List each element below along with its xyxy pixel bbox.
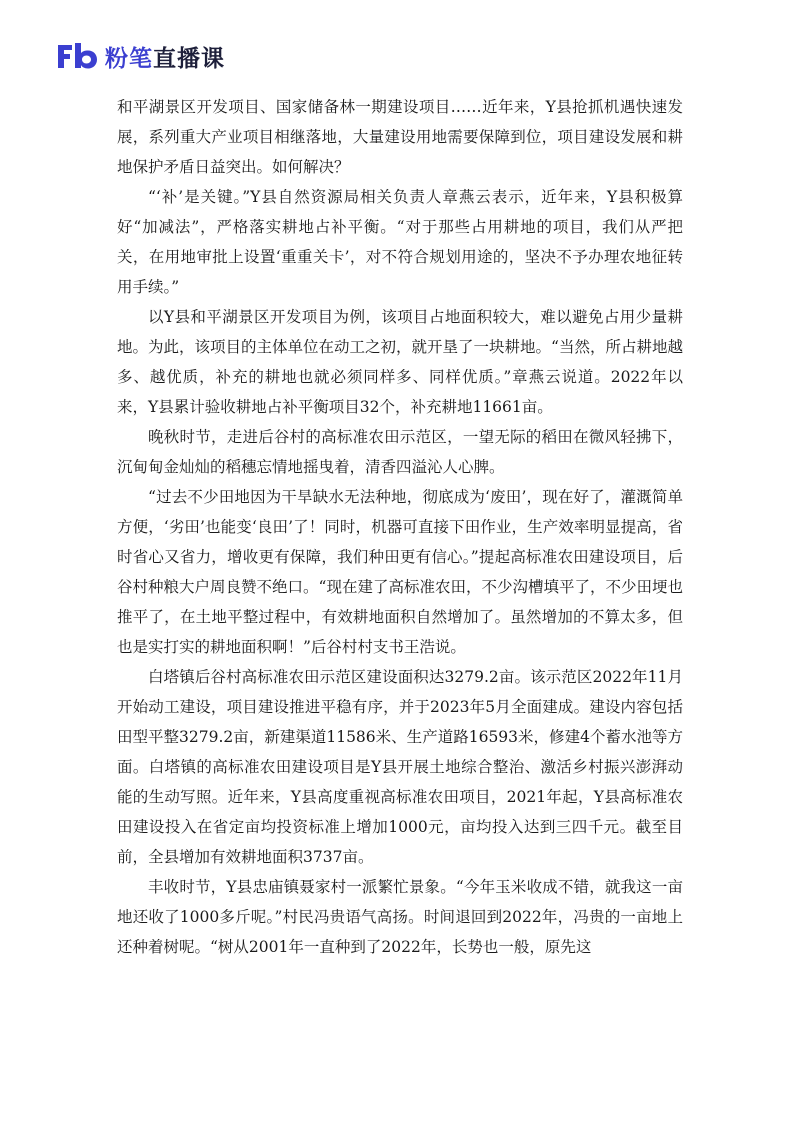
paragraph: 和平湖景区开发项目、国家储备林一期建设项目……近年来，Y县抢抓机遇快速发展，系列重大产业项目相继落地，大量建设用地需要保障到位，项目建设发展和耕地保护矛盾日益突出。如何解决？	[117, 98, 683, 176]
fenbi-logo-icon	[55, 41, 99, 71]
paragraph: “‘补’是关键。”Y县自然资源局相关负责人章燕云表示，近年来，Y县积极算好“加减法”，严格落实耕地占补平衡。“对于那些占用耕地的项目，我们从严把关，在用地审批上设置‘重重关卡’，对不符合规划用途的，坚决不予办理农地征转用手续。”	[117, 188, 683, 296]
paragraph: 白塔镇后谷村高标准农田示范区建设面积达3279.2亩。该示范区2022年11月开始动工建设，项目建设推进平稳有序，并于2023年5月全面建成。建设内容包括田型平整3279.2亩，新建渠道11586米、生产道路16593米，修建4个蓄水池等方面。白塔镇的高标准农田建设项目是Y县开展土地综合整治、激活乡村振兴澎湃动能的生动写照。近年来，Y县高度重视高标准农田项目，2021年起，Y县高标准农田建设投入在省定亩均投资标准上增加1000元，亩均投入达到三四千元。截至目前，全县增加有效耕地面积3737亩。	[117, 668, 683, 866]
paragraph: 丰收时节，Y县忠庙镇聂家村一派繁忙景象。“今年玉米收成不错，就我这一亩地还收了1000多斤呢。”村民冯贵语气高扬。时间退回到2022年，冯贵的一亩地上还种着树呢。“树从2001年一直种到了2022年，长势也一般，原先这	[117, 878, 683, 956]
brand-part-1: 粉笔	[105, 45, 153, 72]
brand-title	[105, 40, 225, 73]
article-body	[117, 92, 683, 962]
brand-part-2: 直播课	[153, 45, 225, 72]
paragraph: 晚秋时节，走进后谷村的高标准农田示范区，一望无际的稻田在微风轻拂下，沉甸甸金灿灿的稻穗忘情地摇曳着，清香四溢沁人心脾。	[117, 428, 683, 476]
page-header	[55, 38, 225, 74]
paragraph: 以Y县和平湖景区开发项目为例，该项目占地面积较大，难以避免占用少量耕地。为此，该项目的主体单位在动工之初，就开垦了一块耕地。“当然，所占耕地越多、越优质，补充的耕地也就必须同样多、同样优质。”章燕云说道。2022年以来，Y县累计验收耕地占补平衡项目32个，补充耕地11661亩。	[117, 308, 683, 416]
paragraph: “过去不少田地因为干旱缺水无法种地，彻底成为‘废田’，现在好了，灌溉简单方便，‘劣田’也能变‘良田’了！同时，机器可直接下田作业，生产效率明显提高，省时省心又省力，增收更有保障，我们种田更有信心。”提起高标准农田建设项目，后谷村种粮大户周良赞不绝口。“现在建了高标准农田，不少沟槽填平了，不少田埂也推平了，在土地平整过程中，有效耕地面积自然增加了。虽然增加的不算太多，但也是实打实的耕地面积啊！”后谷村村支书王浩说。	[117, 488, 683, 656]
